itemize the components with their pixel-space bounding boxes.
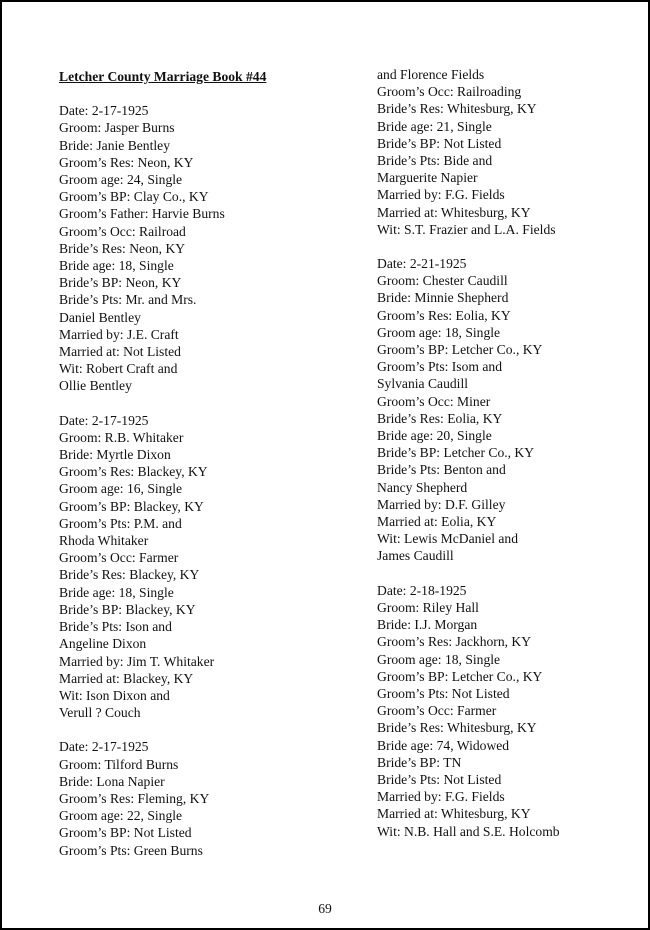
record-line: Date: 2-21-1925	[377, 256, 467, 272]
record-line: Married at: Not Listed	[59, 344, 181, 360]
record-line: Groom’s Res: Eolia, KY	[377, 307, 511, 323]
record-line: Groom: Riley Hall	[377, 599, 479, 615]
record-line: Bride’s Pts: Ison and	[59, 619, 172, 635]
record-line: Groom’s Res: Jackhorn, KY	[377, 634, 532, 650]
record-line: Wit: Robert Craft and	[59, 361, 178, 377]
record-line: Wit: S.T. Frazier and L.A. Fields	[377, 221, 556, 237]
record-line: Groom’s BP: Clay Co., KY	[59, 189, 209, 205]
record-line: Bride’s BP: Letcher Co., KY	[377, 445, 535, 461]
record-line: Bride age: 20, Single	[377, 428, 492, 444]
record-line: Bride: Minnie Shepherd	[377, 290, 509, 306]
record-line: Rhoda Whitaker	[59, 533, 149, 549]
record-line: James Caudill	[377, 548, 454, 564]
left-column	[59, 68, 344, 859]
record-line: Bride: Lona Napier	[59, 773, 165, 789]
record-line: Marguerite Napier	[377, 170, 478, 186]
record-line: Bride’s Pts: Benton and	[377, 462, 506, 478]
record-line: Married at: Whitesburg, KY	[377, 204, 531, 220]
record-line: Bride’s Res: Whitesburg, KY	[377, 720, 537, 736]
record-line: Married by: F.G. Fields	[377, 187, 505, 203]
record-line: Groom age: 18, Single	[377, 324, 501, 340]
right-records	[377, 66, 642, 840]
record-line: Married by: F.G. Fields	[377, 789, 505, 805]
record-line: Ollie Bentley	[59, 378, 132, 394]
record-line: Sylvania Caudill	[377, 376, 468, 392]
record-line: Married by: J.E. Craft	[59, 326, 179, 342]
record-line: Bride’s Res: Eolia, KY	[377, 410, 503, 426]
record-line: Groom age: 24, Single	[59, 172, 183, 188]
record-line: Bride’s Res: Neon, KY	[59, 240, 186, 256]
record-line: Groom’s Occ: Miner	[377, 393, 491, 409]
record-line: Bride age: 18, Single	[59, 258, 174, 274]
left-record	[59, 412, 344, 722]
record-line: Groom’s BP: Blackey, KY	[59, 498, 204, 514]
record-line: Married at: Whitesburg, KY	[377, 806, 531, 822]
record-line: Groom age: 16, Single	[59, 481, 183, 497]
record-line: Married at: Eolia, KY	[377, 514, 497, 530]
record-line: Wit: N.B. Hall and S.E. Holcomb	[377, 823, 560, 839]
record-line: Married by: D.F. Gilley	[377, 496, 506, 512]
record-line: Married by: Jim T. Whitaker	[59, 653, 215, 669]
right-record	[377, 66, 642, 238]
record-line: Bride’s Pts: Bide and	[377, 153, 493, 169]
record-line: Angeline Dixon	[59, 636, 147, 652]
record-line: Date: 2-17-1925	[59, 739, 149, 755]
record-line: Groom: R.B. Whitaker	[59, 429, 184, 445]
record-line: Groom’s BP: Letcher Co., KY	[377, 342, 543, 358]
record-line: Bride’s Res: Blackey, KY	[59, 567, 200, 583]
record-line: Groom’s Pts: Green Burns	[59, 842, 203, 858]
record-line: Groom’s BP: Not Listed	[59, 825, 192, 841]
record-line: Groom’s Res: Neon, KY	[59, 154, 194, 170]
page-title: Letcher County Marriage Book #44	[59, 69, 267, 84]
record-line: Date: 2-18-1925	[377, 582, 467, 598]
record-line: Groom: Jasper Burns	[59, 120, 175, 136]
record-line: Bride: I.J. Morgan	[377, 617, 478, 633]
record-line: Verull ? Couch	[59, 705, 141, 721]
record-line: Groom: Tilford Burns	[59, 756, 179, 772]
record-line: Date: 2-17-1925	[59, 103, 149, 119]
right-record	[377, 582, 642, 840]
record-line: Daniel Bentley	[59, 309, 141, 325]
record-line: Bride’s Res: Whitesburg, KY	[377, 101, 537, 117]
record-line: Date: 2-17-1925	[59, 412, 149, 428]
record-line: Groom: Chester Caudill	[377, 273, 508, 289]
record-line: Bride’s BP: TN	[377, 754, 462, 770]
record-line: Groom’s Occ: Railroad	[59, 223, 186, 239]
record-line: Groom’s BP: Letcher Co., KY	[377, 668, 543, 684]
record-line: Bride: Janie Bentley	[59, 137, 170, 153]
right-record	[377, 255, 642, 565]
record-line: Groom’s Occ: Farmer	[377, 703, 497, 719]
record-line: Bride’s Pts: Mr. and Mrs.	[59, 292, 197, 308]
left-records	[59, 102, 344, 859]
record-line: Groom’s Father: Harvie Burns	[59, 206, 225, 222]
record-line: Groom age: 22, Single	[59, 808, 183, 824]
record-line: Bride’s BP: Neon, KY	[59, 275, 182, 291]
page-number: 69	[318, 901, 332, 916]
record-line: and Florence Fields	[377, 67, 485, 82]
record-line: Bride’s BP: Blackey, KY	[59, 601, 196, 617]
record-line: Groom’s Occ: Railroading	[377, 84, 522, 100]
left-record	[59, 738, 344, 858]
record-line: Nancy Shepherd	[377, 479, 468, 495]
record-line: Groom’s Pts: P.M. and	[59, 515, 182, 531]
record-line: Bride age: 21, Single	[377, 118, 492, 134]
record-line: Bride’s BP: Not Listed	[377, 135, 502, 151]
record-line: Married at: Blackey, KY	[59, 670, 194, 686]
right-column	[377, 66, 642, 840]
record-line: Groom’s Pts: Not Listed	[377, 685, 510, 701]
record-line: Wit: Lewis McDaniel and	[377, 531, 519, 547]
record-line: Bride’s Pts: Not Listed	[377, 771, 502, 787]
record-line: Bride: Myrtle Dixon	[59, 447, 171, 463]
record-line: Groom age: 18, Single	[377, 651, 501, 667]
record-line: Groom’s Res: Fleming, KY	[59, 790, 210, 806]
record-line: Bride age: 74, Widowed	[377, 737, 510, 753]
left-record	[59, 102, 344, 394]
record-line: Groom’s Pts: Isom and	[377, 359, 502, 375]
record-line: Wit: Ison Dixon and	[59, 687, 170, 703]
record-line: Groom’s Occ: Farmer	[59, 550, 179, 566]
record-line: Bride age: 18, Single	[59, 584, 174, 600]
record-line: Groom’s Res: Blackey, KY	[59, 464, 208, 480]
